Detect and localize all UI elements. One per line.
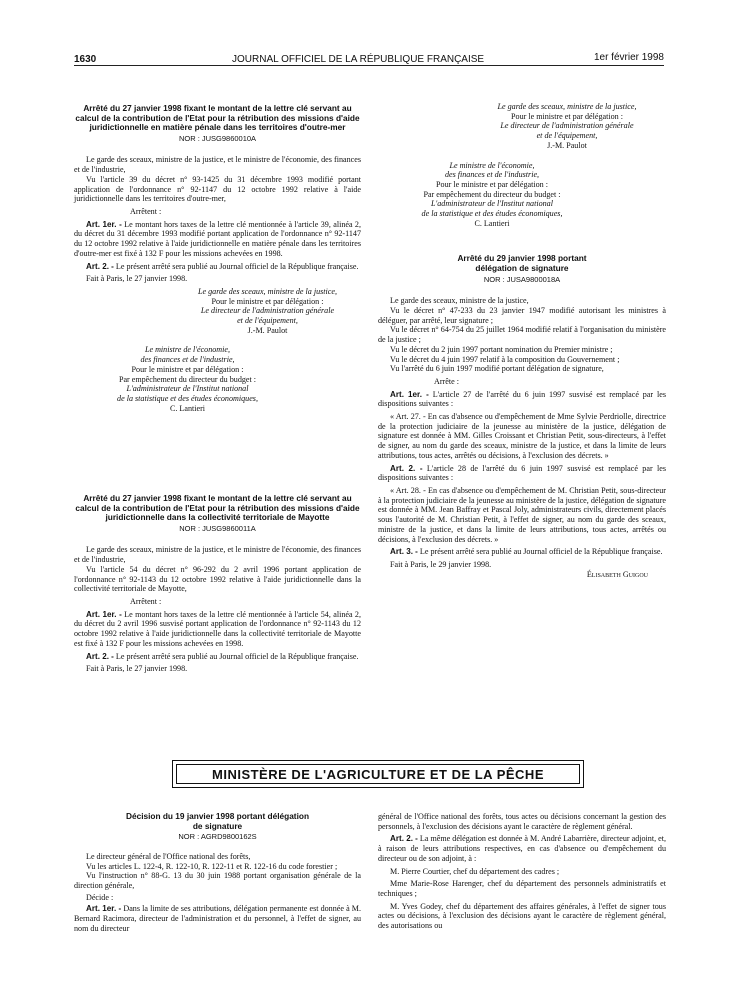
- arrete2-arretent: Arrêtent :: [130, 597, 162, 606]
- sig-role: Le directeur de l'administration générale: [200, 306, 335, 316]
- decision-r1: général de l'Office national des forêts, tous actes ou décisions concernant la gestion des personnels, à l'exclusion des décisions ayant le caractère de règlement général.: [378, 812, 666, 831]
- arrete3-art3: [378, 547, 666, 557]
- arrete1-nor: NOR : JUSG9860010A: [178, 133, 257, 143]
- decision-r3: Mme Marie-Rose Harenger, chef du département des personnels administratifs et techniques ;: [378, 879, 666, 898]
- arrete3-quote1: « Art. 27. - En cas d'absence ou d'empêchement de Mme Sylvie Perdriolle, directrice de la protection judiciaire de la jeunesse au ministère de la justice, délégation de signature est donnée à MM. Gilles Croissant et Christian Petit, sous-directeurs, à l'effet de signer, au nom du garde des sceaux, ministre de la justice, et dans la limite de leurs attributions, tous actes, arrêtés ou décisions, à l'exclusion des décrets. »: [378, 412, 666, 460]
- decision-art2-label: Art. 2. -: [390, 834, 418, 844]
- arrete3-art2-text: L'article 28 de l'arrêté du 6 juin 1997 susvisé est remplacé par les dispositions suivantes :: [378, 463, 666, 483]
- arrete2-art2: [74, 652, 361, 662]
- arrete3-art2: [378, 464, 666, 483]
- decision-r4: M. Yves Godey, chef du département des affaires générales, à l'effet de signer tous actes ou décisions, à l'exclusion des décisions ayant le caractère de règlement général, des autorisations ou: [378, 901, 666, 931]
- arrete3-art2-label: Art. 2. -: [390, 463, 423, 473]
- sig-role: Le ministre de l'économie,: [449, 160, 535, 170]
- sig-role: Pour le ministre et par délégation :: [511, 111, 623, 121]
- arrete3-art1-text: L'article 27 de l'arrêté du 6 juin 1997 susvisé est remplacé par les dispositions suivantes :: [378, 389, 667, 409]
- arrete3-p3: Vu le décret n° 64-754 du 25 juillet 1964 modifié relatif à l'organisation du ministère de la justice ;: [378, 325, 666, 345]
- sig-role: Pour le ministre et par délégation :: [211, 296, 324, 306]
- sig-role: et de l'équipement,: [536, 131, 598, 141]
- arrete2-art1-label: Art. 1er. -: [86, 609, 122, 619]
- arrete2-title: Arrêté du 27 janvier 1998 fixant le montant de la lettre clé servant au calcul de la contribution de l'Etat pour la rétribution des missions d'aide juridictionnelle dans la collectivité territoriale de Mayotte: [75, 493, 360, 523]
- decision-art1-label: Art. 1er. -: [86, 904, 122, 914]
- sig-role: Par empêchement du directeur du budget :: [423, 189, 561, 199]
- arrete2-visa: Vu l'article 54 du décret n° 96-292 du 2 avril 1996 portant application de l'ordonnance n° 92-1143 du 12 octobre 1992 relative à l'aide juridictionnelle dans la collectivité territoriale de Mayotte,: [74, 564, 361, 594]
- arrete1-done: Fait à Paris, le 27 janvier 1998.: [86, 274, 188, 284]
- arrete1-signature-2: [74, 345, 361, 413]
- arrete3-p4: Vu le décret du 2 juin 1997 portant nomination du Premier ministre ;: [390, 344, 613, 354]
- sig-name: J.-M. Paulot: [247, 325, 288, 335]
- arrete2-done: Fait à Paris, le 27 janvier 1998.: [86, 664, 188, 674]
- page-header: [74, 50, 664, 66]
- arrete1-arretent: Arrêtent :: [130, 207, 162, 216]
- sig-role: L'administrateur de l'Institut national: [126, 384, 249, 394]
- arrete3-art1-label: Art. 1er. -: [390, 389, 429, 399]
- sig-role: L'administrateur de l'Institut national: [431, 199, 553, 209]
- arrete2-art2-label: Art. 2. -: [86, 651, 114, 661]
- sig-role: Le garde des sceaux, ministre de la justice,: [198, 286, 337, 296]
- arrete3-p5: Vu le décret du 4 juin 1997 relatif à la composition du Gouvernement ;: [390, 354, 620, 364]
- decision-art1: [74, 904, 361, 933]
- ministry-banner: [172, 760, 584, 788]
- arrete3-done: Fait à Paris, le 29 janvier 1998.: [390, 559, 492, 569]
- page-number: 1630: [74, 54, 97, 65]
- arrete2-intro: Le garde des sceaux, ministre de la justice, et le ministre de l'économie, des finances et de l'industrie,: [74, 545, 361, 565]
- arrete3-nor: NOR : JUSA9800018A: [483, 274, 561, 284]
- decision-p3: Vu l'instruction n° 88-G. 13 du 30 juin 1988 portant organisation générale de la direction générale,: [74, 871, 361, 890]
- arrete3-p1: Le garde des sceaux, ministre de la justice,: [390, 296, 529, 306]
- decision-left: [74, 812, 361, 934]
- decision-art2-text: La même délégation est donnée à M. André Labarrière, directeur adjoint, et, à raison de leurs attributions respectives, en cas d'absence ou d'empêchement du directeur ou de son adjoint, à :: [378, 834, 666, 863]
- decision-nor: NOR : AGRD9800162S: [178, 832, 257, 842]
- arrete3-quote2: « Art. 28. - En cas d'absence ou d'empêchement de M. Christian Petit, sous-directeur à la protection judiciaire de la jeunesse au ministère de la justice, délégation de signature est donnée à MM. Jean Baffray et Pascal Joly, administrateurs civils, directement placés sous l'autorité de M. Christian Petit, à l'effet de signer, au nom du garde des sceaux, ministre de la justice, et dans la limite de leurs attributions, tous actes, arrêtés ou décisions, à l'exclusion des décrets. »: [378, 485, 666, 544]
- journal-title: JOURNAL OFFICIEL DE LA RÉPUBLIQUE FRANÇAISE: [232, 54, 485, 65]
- sig-role: Le ministre de l'économie,: [144, 345, 231, 355]
- arrete1-art1-text: Le montant hors taxes de la lettre clé mentionnée à l'article 39, alinéa 2, du décret du 31 décembre 1993 modifié portant application de l'ordonnance n° 92-1147 du 12 octobre 1992 relative à l'aide juridictionnelle en matière pénale dans les territoires d'outre-mer est fixé à 132 F pour les missions achevées en 1998.: [74, 219, 361, 258]
- ministry-banner-text: MINISTÈRE DE L'AGRICULTURE ET DE LA PÊCHE: [176, 764, 580, 784]
- arrete3-art3-label: Art. 3. -: [390, 547, 418, 557]
- decision-decide: Décide :: [86, 892, 114, 902]
- arrete3-title: Arrêté du 29 janvier 1998 portant délégation de signature: [457, 253, 587, 274]
- decision-p1: Le directeur général de l'Office national des forêts,: [86, 851, 251, 861]
- sig-role: des finances et de l'industrie,: [444, 170, 540, 180]
- arrete2-art2-text: Le présent arrêté sera publié au Journal officiel de la République française.: [113, 651, 359, 661]
- sig-role: Le garde des sceaux, ministre de la justice,: [497, 102, 637, 111]
- decision-art2: [378, 834, 666, 863]
- decision-art1-text: Dans la limite de ses attributions, délégation permanente est donnée à M. Bernard Racimora, directeur de l'administration et du personnel, à l'effet de signer, au nom du directeur: [74, 904, 361, 933]
- sig-role: des finances et de l'industrie,: [140, 355, 235, 365]
- sig-name: C. Lantieri: [474, 218, 510, 228]
- left-column-mid: [74, 494, 361, 674]
- arrete2-nor: NOR : JUSG9860011A: [179, 523, 256, 533]
- decision-r2: M. Pierre Courtier, chef du département des cadres ;: [390, 866, 560, 876]
- arrete1-art1: [74, 220, 361, 259]
- arrete1-signature-1: [74, 287, 361, 336]
- header-rule: [74, 65, 664, 66]
- decision-p2: Vu les articles L. 122-4, R. 122-10, R. 122-11 et R. 122-16 du code forestier ;: [86, 861, 338, 871]
- right-column-top: [378, 102, 666, 579]
- arrete1-visa: Vu l'article 39 du décret n° 93-1425 du 31 décembre 1993 modifié portant application de l'ordonnance n° 92-1147 du 12 octobre 1992 relative à l'aide juridictionnelle dans les territoires d'outre-mer,: [74, 174, 361, 204]
- arrete3-p2: Vu le décret n° 47-233 du 23 janvier 1947 modifié autorisant les ministres à déléguer, par arrêté, leur signature ;: [378, 306, 666, 325]
- arrete1-art2-label: Art. 2. -: [86, 261, 114, 271]
- sig-role: Par empêchement du directeur du budget :: [118, 374, 257, 384]
- arrete3-art1: [378, 390, 666, 409]
- decision-title: Décision du 19 janvier 1998 portant délégation de signature: [125, 811, 310, 831]
- arrete3-arrete: Arrête :: [434, 376, 459, 386]
- arrete2-art1-text: Le montant hors taxes de la lettre clé mentionnée à l'article 54, alinéa 2, du décret du 2 avril 1996 susvisé portant application de l'ordonnance n° 92-1143 du 12 octobre 1992 relative à l'aide juridictionnelle dans la collectivité territoriale de Mayotte est fixé à 132 F pour les missions achevées en 1998.: [74, 609, 361, 648]
- sig-role: de la statistique et des études économiques,: [117, 393, 258, 403]
- sig-role: Pour le ministre et par délégation :: [131, 364, 244, 374]
- sig-role: Pour le ministre et par délégation :: [436, 179, 548, 189]
- arrete2-signature-1: [378, 102, 666, 151]
- sig-name: C. Lantieri: [169, 403, 206, 413]
- decision-right: [378, 812, 666, 931]
- arrete3-signature: Élisabeth Guigou: [586, 569, 648, 579]
- arrete2-art1: [74, 610, 361, 649]
- arrete3-art3-text: Le présent arrêté sera publié au Journal officiel de la République française.: [417, 547, 663, 557]
- sig-role: de la statistique et des études économiques,: [421, 209, 563, 219]
- arrete2-signature-2: [378, 161, 666, 229]
- arrete1-art2: [74, 262, 361, 272]
- arrete1-art2-text: Le présent arrêté sera publié au Journal officiel de la République française.: [113, 261, 359, 271]
- left-column-top: [74, 104, 361, 413]
- sig-name: J.-M. Paulot: [547, 140, 587, 150]
- sig-role: Le directeur de l'administration générale: [500, 121, 634, 131]
- arrete1-title: Arrêté du 27 janvier 1998 fixant le montant de la lettre clé servant au calcul de la contribution de l'Etat pour la rétribution des missions d'aide juridictionnelle en matière pénale dans les territoires d'outre-mer: [75, 103, 360, 133]
- issue-date: 1er février 1998: [593, 52, 664, 63]
- sig-role: et de l'équipement,: [237, 316, 298, 326]
- arrete1-art1-label: Art. 1er. -: [86, 219, 122, 229]
- arrete1-intro: Le garde des sceaux, ministre de la justice, et le ministre de l'économie, des finances et de l'industrie,: [74, 155, 361, 175]
- arrete3-p6: Vu l'arrêté du 6 juin 1997 modifié portant délégation de signature,: [390, 364, 604, 374]
